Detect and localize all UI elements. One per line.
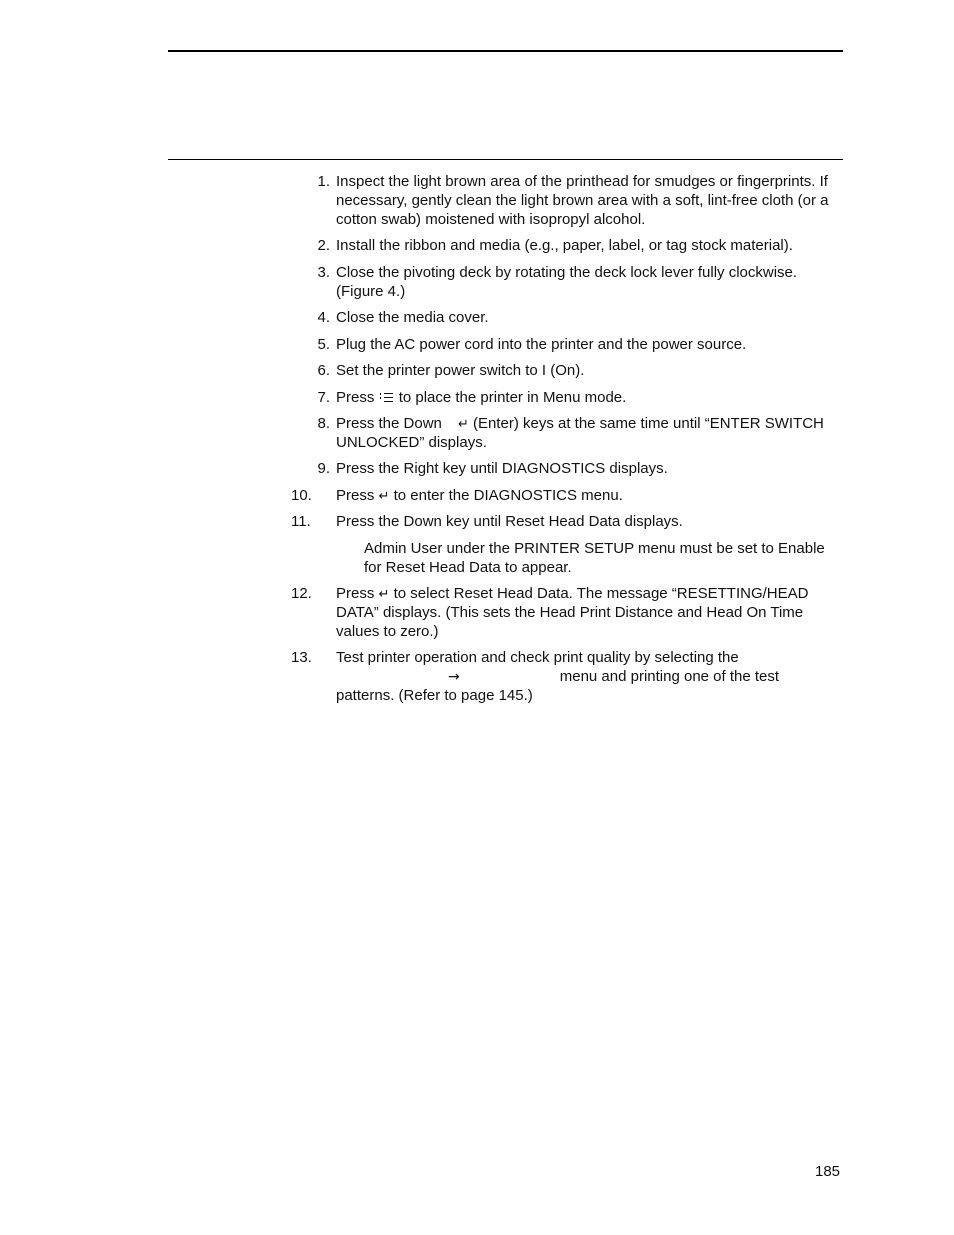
enter-key-icon: ↵ (378, 587, 390, 602)
step-11 (291, 512, 845, 531)
step-9 (300, 459, 845, 478)
step-number: 4. (317, 309, 330, 326)
step-text-pre: Press (336, 487, 375, 504)
arrow-right-icon: → (448, 669, 460, 685)
step-4 (300, 308, 845, 327)
step-number: 2. (317, 237, 330, 254)
step-text: Press the Right key until DIAGNOSTICS displays. (336, 460, 668, 477)
menu-key-icon (379, 391, 395, 403)
step-number: 7. (317, 389, 330, 406)
step-13 (291, 648, 845, 705)
step-text-line-1: Test printer operation and check print quality by selecting the (336, 649, 739, 666)
step-text: Close the pivoting deck by rotating the deck lock lever fully clockwise. (Figure 4.) (336, 264, 798, 300)
step-3 (300, 263, 845, 301)
step-12 (291, 584, 845, 641)
section-rule (168, 159, 843, 160)
step-text: Inspect the light brown area of the printhead for smudges or fingerprints. If necessary, gently clean the light brown area with a soft, lint-free cloth (or a cotton swab) moistened with isopropyl alcohol. (336, 173, 829, 228)
step-8 (300, 414, 845, 452)
step-number: 1. (317, 173, 330, 190)
step-1 (300, 172, 845, 229)
step-number: 11. (291, 513, 311, 530)
step-text-pre: Press (336, 585, 375, 602)
step-number: 9. (317, 460, 330, 477)
enter-key-icon: ↵ (457, 417, 469, 432)
step-text-post: to place the printer in Menu mode. (398, 389, 627, 406)
step-text: Close the media cover. (336, 309, 489, 326)
step-text-post: to enter the DIAGNOSTICS menu. (393, 487, 623, 504)
step-text-pre: Press (336, 389, 375, 406)
step-number: 13. (291, 649, 312, 666)
step-text: Plug the AC power cord into the printer and the power source. (336, 336, 747, 353)
step-10 (291, 486, 845, 505)
step-text: Press the Down key until Reset Head Data displays. (336, 513, 683, 530)
step-7 (300, 388, 845, 407)
step-number: 5. (317, 336, 330, 353)
step-number: 12. (291, 585, 312, 602)
step-text-post: to select Reset Head Data. The message “RESETTING/HEAD DATA” displays. (This sets the Head Print Distance and Head On Time values to zero.) (336, 585, 809, 640)
top-rule (168, 50, 843, 52)
note-text (300, 539, 845, 577)
step-text: Set the printer power switch to I (On). (336, 362, 585, 379)
note-body: Admin User under the PRINTER SETUP menu must be set to Enable for Reset Head Data to appear. (364, 540, 825, 576)
step-number: 3. (317, 264, 330, 281)
step-text-line-3: patterns. (Refer to page 145.) (336, 687, 533, 704)
step-text-line-2 (336, 667, 845, 686)
step-text: Install the ribbon and media (e.g., paper, label, or tag stock material). (336, 237, 793, 254)
step-text-post: (Enter) keys at the same time until “ENTER SWITCH UNLOCKED” displays. (336, 415, 824, 451)
enter-key-icon: ↵ (378, 489, 390, 504)
step-number: 8. (317, 415, 330, 432)
step-text-pre: Press the Down (336, 415, 442, 432)
step-text-line-2-post: menu and printing one of the test (559, 668, 780, 685)
step-6 (300, 361, 845, 380)
step-number: 6. (317, 362, 330, 379)
step-number: 10. (291, 487, 312, 504)
page-number: 185 (815, 1163, 841, 1180)
step-2 (300, 236, 845, 255)
step-5 (300, 335, 845, 354)
procedure-steps (291, 172, 845, 705)
